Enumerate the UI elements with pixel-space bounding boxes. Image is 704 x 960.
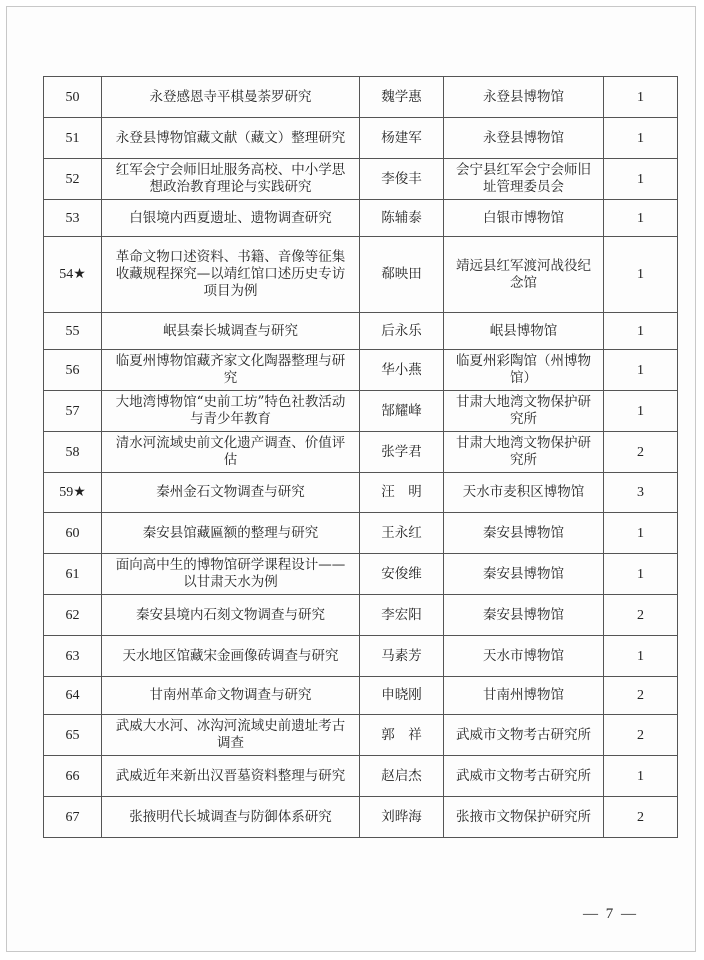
row-number: 50 [44, 77, 102, 118]
project-count: 1 [604, 200, 678, 237]
project-lead: 汪 明 [360, 473, 444, 513]
project-count: 1 [604, 313, 678, 350]
table-row [44, 797, 678, 838]
table-row [44, 237, 678, 313]
table-row [44, 432, 678, 473]
table-row [44, 595, 678, 636]
project-organization: 白银市博物馆 [444, 200, 604, 237]
project-count: 3 [604, 473, 678, 513]
row-number: 66 [44, 756, 102, 797]
project-lead: 郗映田 [360, 237, 444, 313]
table-row [44, 756, 678, 797]
project-count: 1 [604, 554, 678, 595]
table-row [44, 391, 678, 432]
row-number: 67 [44, 797, 102, 838]
row-number: 60 [44, 513, 102, 554]
project-count: 1 [604, 118, 678, 159]
project-lead: 李俊丰 [360, 159, 444, 200]
table-row [44, 159, 678, 200]
row-number: 58 [44, 432, 102, 473]
row-number: 51 [44, 118, 102, 159]
project-organization: 秦安县博物馆 [444, 513, 604, 554]
project-count: 2 [604, 595, 678, 636]
table-row [44, 77, 678, 118]
row-number: 52 [44, 159, 102, 200]
row-number: 61 [44, 554, 102, 595]
project-count: 1 [604, 636, 678, 677]
project-organization: 秦安县博物馆 [444, 595, 604, 636]
table-row [44, 473, 678, 513]
row-number: 59★ [44, 473, 102, 513]
project-count: 1 [604, 159, 678, 200]
project-title: 秦安县馆藏匾额的整理与研究 [102, 513, 360, 554]
row-number: 54★ [44, 237, 102, 313]
project-title: 革命文物口述资料、书籍、音像等征集收藏规程探究—以靖红馆口述历史专访项目为例 [102, 237, 360, 313]
project-organization: 靖远县红军渡河战役纪念馆 [444, 237, 604, 313]
project-count: 2 [604, 432, 678, 473]
project-organization: 武威市文物考古研究所 [444, 715, 604, 756]
project-organization: 会宁县红军会宁会师旧址管理委员会 [444, 159, 604, 200]
project-count: 2 [604, 797, 678, 838]
project-lead: 马素芳 [360, 636, 444, 677]
project-lead: 安俊维 [360, 554, 444, 595]
row-number: 62 [44, 595, 102, 636]
project-lead: 王永红 [360, 513, 444, 554]
table-row [44, 350, 678, 391]
project-title: 面向高中生的博物馆研学课程设计——以甘肃天水为例 [102, 554, 360, 595]
project-lead: 张学君 [360, 432, 444, 473]
project-count: 1 [604, 756, 678, 797]
table-row [44, 200, 678, 237]
project-title: 岷县秦长城调查与研究 [102, 313, 360, 350]
project-title: 武威近年来新出汉晋墓资料整理与研究 [102, 756, 360, 797]
project-lead: 赵启杰 [360, 756, 444, 797]
row-number: 56 [44, 350, 102, 391]
project-count: 1 [604, 237, 678, 313]
project-lead: 申晓刚 [360, 677, 444, 715]
project-lead: 华小燕 [360, 350, 444, 391]
project-count: 2 [604, 677, 678, 715]
project-organization: 永登县博物馆 [444, 118, 604, 159]
project-title: 永登县博物馆藏文献（藏文）整理研究 [102, 118, 360, 159]
project-title: 红军会宁会师旧址服务高校、中小学思想政治教育理论与实践研究 [102, 159, 360, 200]
project-table [43, 76, 678, 838]
project-lead: 后永乐 [360, 313, 444, 350]
table-row [44, 313, 678, 350]
project-organization: 临夏州彩陶馆（州博物馆） [444, 350, 604, 391]
project-organization: 甘肃大地湾文物保护研究所 [444, 391, 604, 432]
project-lead: 郜耀峰 [360, 391, 444, 432]
project-organization: 甘肃大地湾文物保护研究所 [444, 432, 604, 473]
project-organization: 张掖市文物保护研究所 [444, 797, 604, 838]
project-title: 大地湾博物馆“史前工坊”特色社教活动与青少年教育 [102, 391, 360, 432]
project-title: 武威大水河、冰沟河流域史前遗址考古调查 [102, 715, 360, 756]
project-organization: 永登县博物馆 [444, 77, 604, 118]
table-row [44, 636, 678, 677]
project-title: 永登感恩寺平棋曼荼罗研究 [102, 77, 360, 118]
table-row [44, 118, 678, 159]
project-organization: 甘南州博物馆 [444, 677, 604, 715]
project-organization: 岷县博物馆 [444, 313, 604, 350]
project-lead: 李宏阳 [360, 595, 444, 636]
project-lead: 刘晔海 [360, 797, 444, 838]
project-title: 临夏州博物馆藏齐家文化陶器整理与研究 [102, 350, 360, 391]
table-row [44, 715, 678, 756]
project-title: 张掖明代长城调查与防御体系研究 [102, 797, 360, 838]
project-organization: 天水市博物馆 [444, 636, 604, 677]
project-lead: 陈辅泰 [360, 200, 444, 237]
row-number: 65 [44, 715, 102, 756]
project-title: 甘南州革命文物调查与研究 [102, 677, 360, 715]
project-count: 1 [604, 350, 678, 391]
project-count: 1 [604, 77, 678, 118]
project-count: 1 [604, 391, 678, 432]
row-number: 55 [44, 313, 102, 350]
row-number: 63 [44, 636, 102, 677]
project-title: 秦州金石文物调查与研究 [102, 473, 360, 513]
project-lead: 杨建军 [360, 118, 444, 159]
project-organization: 武威市文物考古研究所 [444, 756, 604, 797]
project-title: 清水河流域史前文化遗产调查、价值评估 [102, 432, 360, 473]
table-row [44, 513, 678, 554]
row-number: 57 [44, 391, 102, 432]
page-number: — 7 — [583, 906, 638, 922]
project-lead: 魏学惠 [360, 77, 444, 118]
project-lead: 郭 祥 [360, 715, 444, 756]
row-number: 53 [44, 200, 102, 237]
project-organization: 天水市麦积区博物馆 [444, 473, 604, 513]
project-title: 天水地区馆藏宋金画像砖调查与研究 [102, 636, 360, 677]
project-title: 白银境内西夏遗址、遗物调查研究 [102, 200, 360, 237]
row-number: 64 [44, 677, 102, 715]
project-count: 1 [604, 513, 678, 554]
table-row [44, 554, 678, 595]
project-organization: 秦安县博物馆 [444, 554, 604, 595]
project-count: 2 [604, 715, 678, 756]
project-title: 秦安县境内石刻文物调查与研究 [102, 595, 360, 636]
table-row [44, 677, 678, 715]
